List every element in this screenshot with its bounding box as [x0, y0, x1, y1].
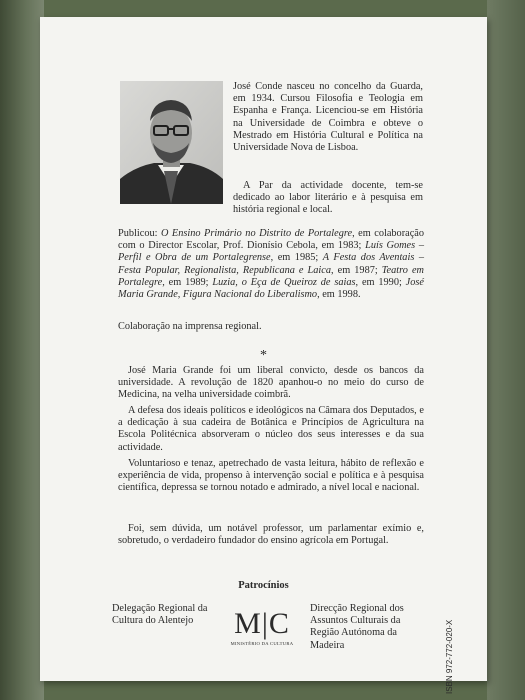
book-back-cover	[40, 17, 487, 694]
author-photo	[120, 81, 223, 204]
author-bio-activity: A Par da actividade docente, tem-se dedicado ao labor literário e à pesquisa em história regional e local.	[233, 180, 423, 216]
isbn-number: ISBN 972-772-020-X	[445, 619, 454, 694]
synopsis-paragraph-4: Foi, sem dúvida, um notável professor, um parlamentar exímio e, sobretudo, o verdadeiro fundador do ensino agrícola em Portugal.	[118, 523, 424, 547]
sponsor-alentejo: Delegação Regional da Cultura do Alentejo	[112, 603, 208, 627]
author-bio: José Conde nasceu no concelho da Guarda, em 1934. Cursou Filosofia e Teologia em Espanha e França. Licenciou-se em História na Universidade de Coimbra e obteve o Mestrado em História Cultural e Política na Universidade Nova de Lisboa.	[233, 81, 423, 154]
synopsis-paragraph-3: Voluntarioso e tenaz, apetrechado de vasta leitura, hábito de reflexão e experiência de vida, propenso à intervenção social e política e à pesquisa científica, depressa se tornou notado e admirado, a nível local e nacional.	[118, 458, 424, 494]
publications-list: Publicou: O Ensino Primário no Distrito de Portalegre, em colaboração com o Director Escolar, Prof. Dionísio Cebola, em 1983; Luís Gomes – Perfil e Obra de um Portalegrense, em 1985; A Festa dos Aventais – Festa Popular, Regionalista, Republicana e Laica, em 1987; Teatro em Portalegre, em 1989; Luzia, o Eça de Queiroz de saias, em 1990; José Maria Grande, Figura Nacional do Liberalismo, em 1998.	[118, 228, 424, 301]
synopsis-paragraph-1: José Maria Grande foi um liberal convicto, desde os bancos da universidade. A revolução de 1820 apanhou-o no meio do curso de Medicina, na velha universidade coimbrã.	[118, 365, 424, 401]
sponsors-heading: Patrocínios	[238, 580, 289, 591]
background-left	[0, 0, 44, 700]
sponsor-madeira: Direcção Regional dos Assuntos Culturais da Região Autónoma da Madeira	[310, 603, 404, 651]
synopsis-paragraph-2: A defesa dos ideais políticos e ideológicos na Câmara dos Deputados, e a dedicação à sua cadeira de Botânica e Princípios de Agricultura na Escola Politécnica absorveram o núcleo dos seus interesses e da sua actividade.	[118, 405, 424, 453]
logo-mark: M|C	[234, 607, 290, 640]
press-collaboration: Colaboração na imprensa regional.	[118, 321, 262, 332]
ministry-of-culture-logo	[230, 607, 294, 657]
section-separator: *	[260, 348, 267, 363]
logo-text: MINISTÉRIO DA CULTURA	[230, 641, 294, 646]
background-right	[487, 0, 525, 700]
